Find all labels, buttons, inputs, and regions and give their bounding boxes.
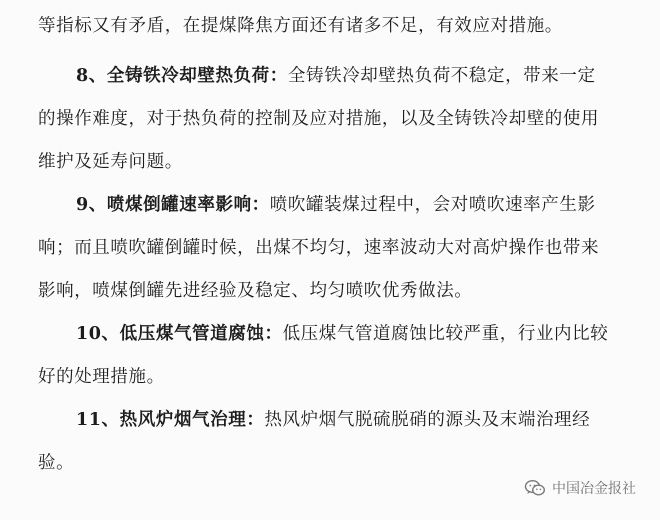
line-text: 好的处理措施。 (38, 367, 165, 387)
wechat-icon (524, 479, 546, 497)
item-8-heading: 8、全铸铁冷却壁热负荷： (76, 66, 288, 86)
paragraph-line (38, 365, 628, 389)
paragraph-line (38, 150, 628, 174)
line-text: 等指标又有矛盾，在提煤降焦方面还有诸多不足，有效应对措施。 (38, 16, 563, 36)
line-text: 喷吹罐装煤过程中，会对喷吹速率产生影 (269, 195, 596, 215)
line-text: 影响，喷煤倒罐先进经验及稳定、均匀喷吹优秀做法。 (38, 281, 473, 301)
paragraph-line (38, 236, 628, 260)
item-9-line (76, 193, 628, 217)
paragraph-line (38, 279, 628, 303)
paragraph-line (38, 451, 628, 475)
line-text: 验。 (38, 453, 75, 473)
paragraph-line (38, 14, 628, 38)
watermark (524, 478, 636, 498)
line-text: 低压煤气管道腐蚀比较严重，行业内比较 (282, 324, 609, 344)
item-10-line (76, 322, 628, 346)
item-10-heading: 10、低压煤气管道腐蚀： (76, 324, 283, 344)
line-text: 的操作难度，对于热负荷的控制及应对措施，以及全铸铁冷却壁的使用 (38, 109, 600, 129)
line-text: 响；而且喷吹罐倒罐时候，出煤不均匀，速率波动大对高炉操作也带来 (38, 238, 600, 258)
item-11-heading: 11、热风炉烟气治理： (76, 410, 265, 430)
paragraph-line (38, 107, 628, 131)
watermark-label: 中国冶金报社 (552, 481, 636, 497)
line-text: 全铸铁冷却壁热负荷不稳定，带来一定 (287, 66, 596, 86)
line-text: 维护及延寿问题。 (38, 152, 183, 172)
item-8-line (76, 64, 628, 88)
item-9-heading: 9、喷煤倒罐速率影响： (76, 195, 270, 215)
item-11-line (76, 408, 628, 432)
line-text: 热风炉烟气脱硫脱硝的源头及末端治理经 (264, 410, 591, 430)
